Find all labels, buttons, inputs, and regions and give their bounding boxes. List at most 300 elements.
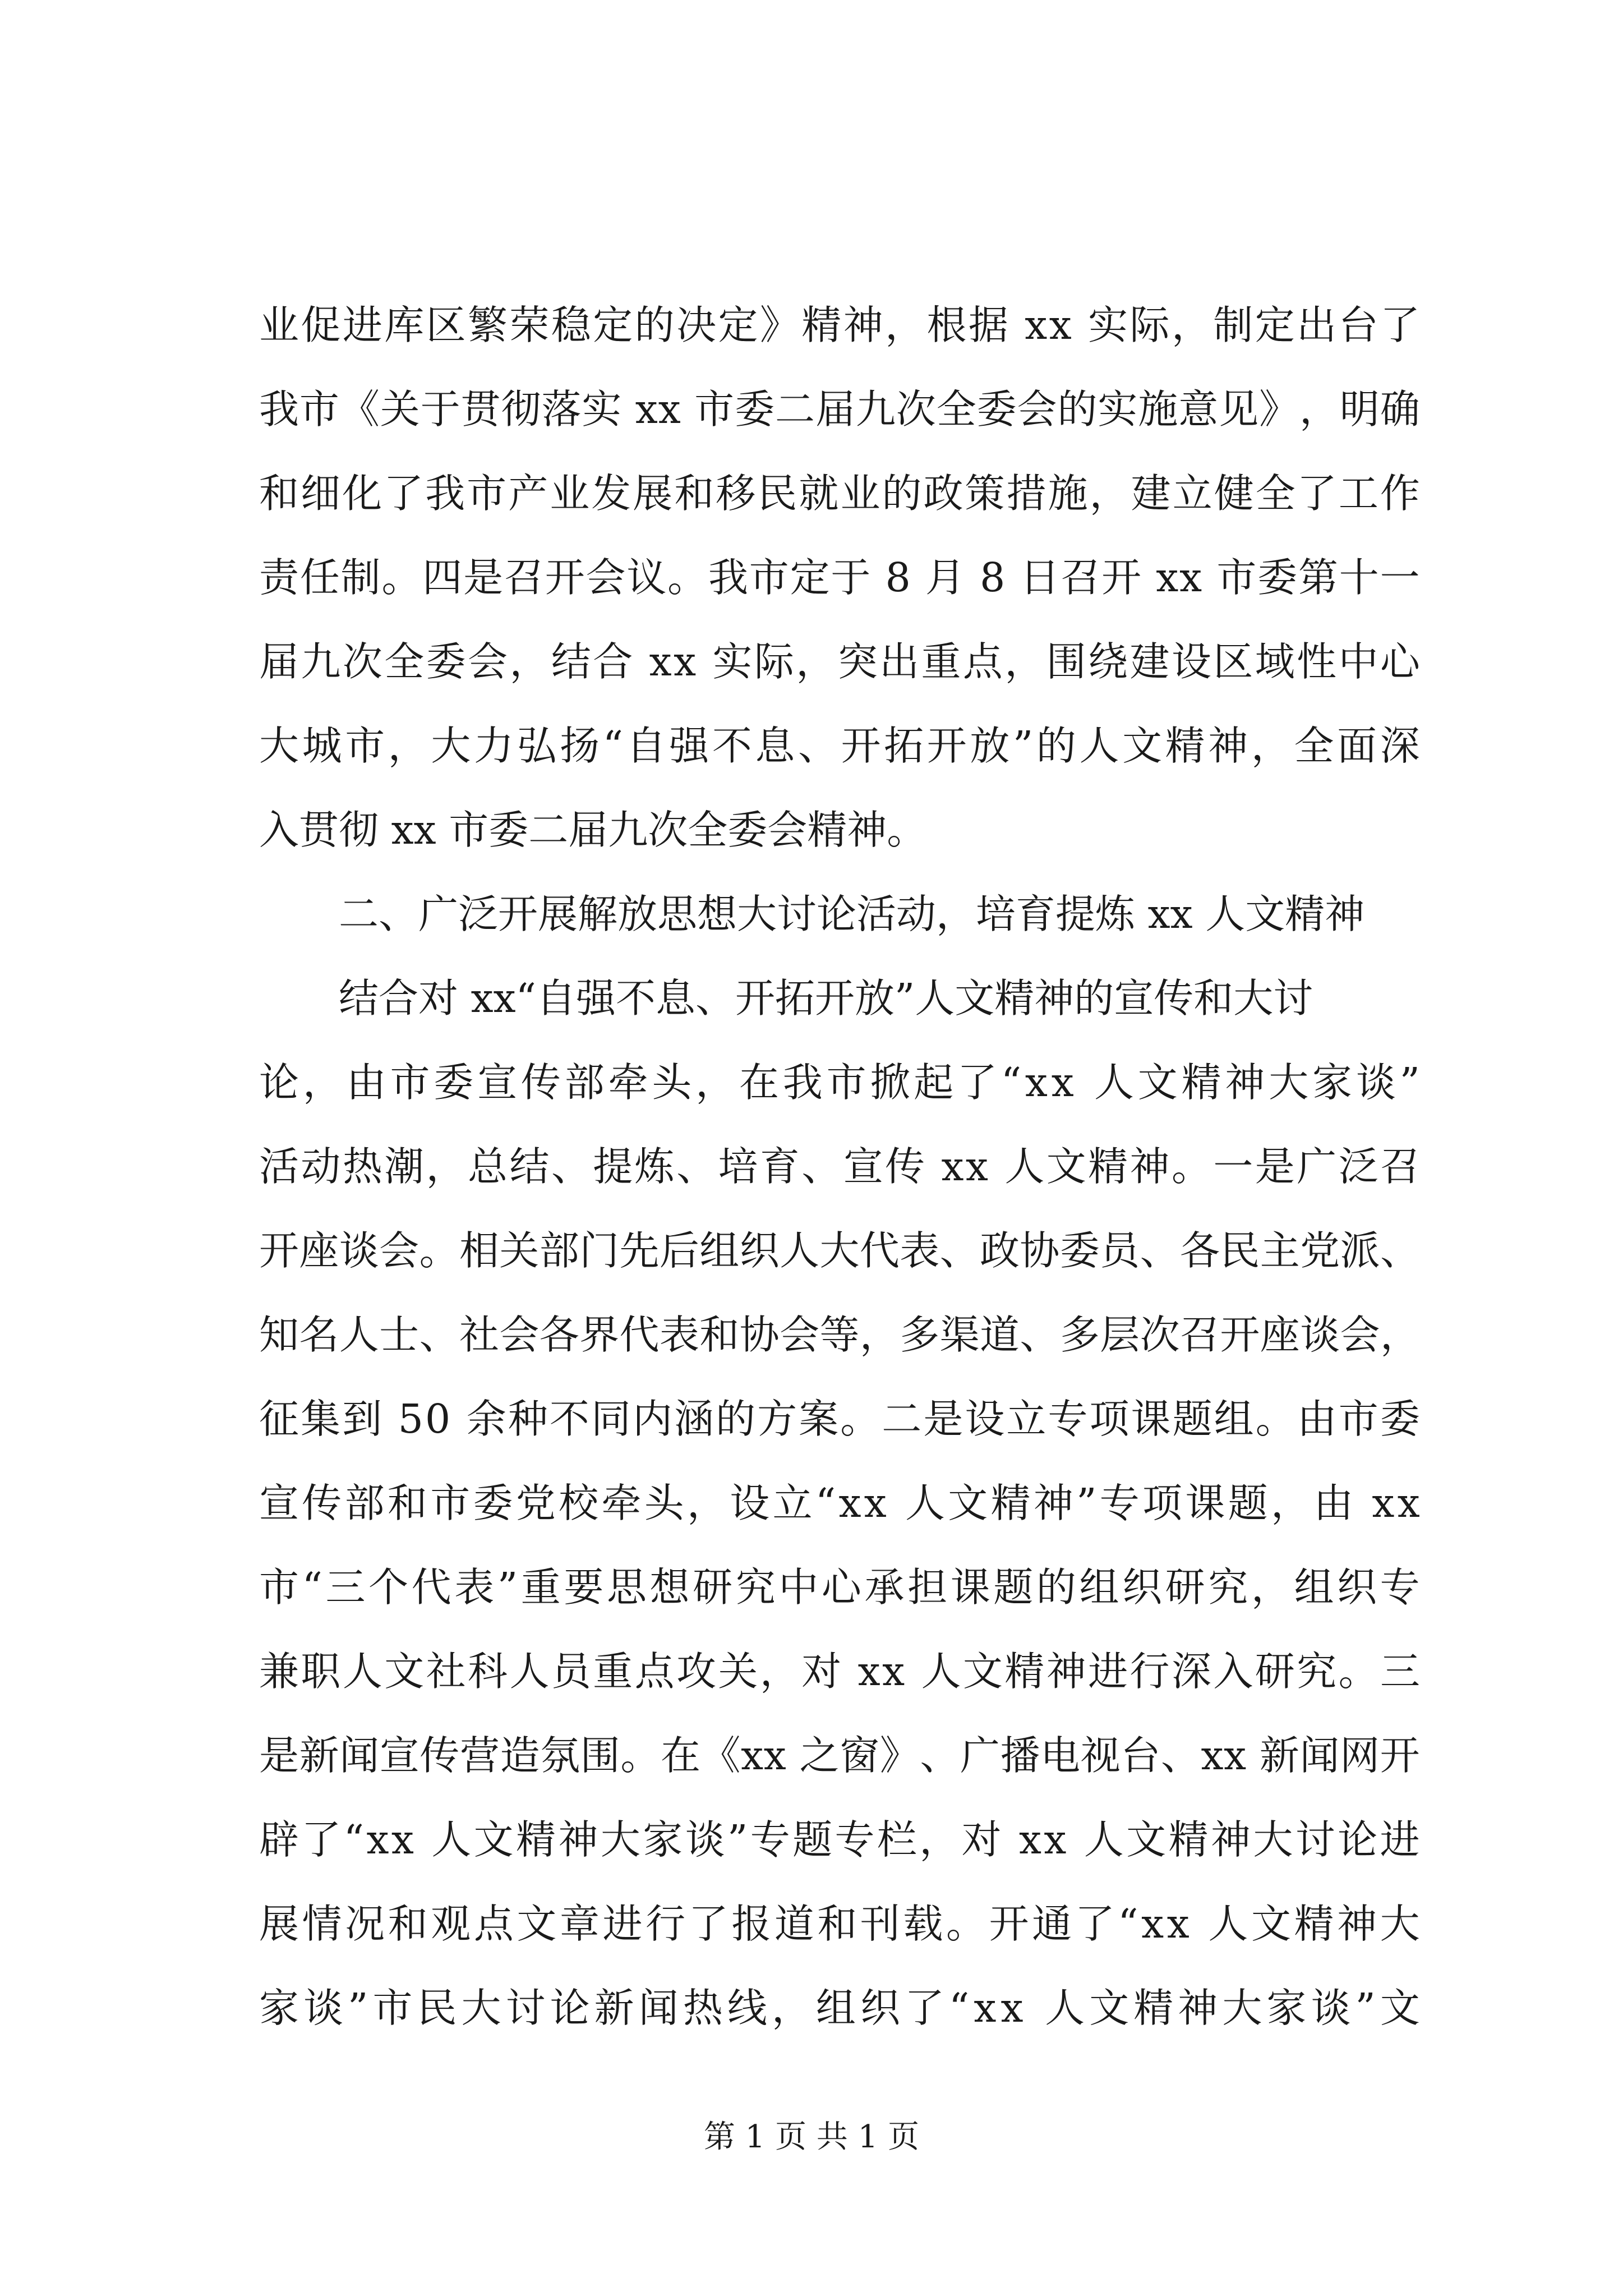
glyph: 8 — [885, 554, 911, 601]
glyph: 会 — [379, 1227, 419, 1274]
glyph: 谈 — [1355, 1059, 1396, 1106]
glyph: 》 — [879, 1732, 920, 1779]
glyph: 我 — [708, 554, 748, 601]
glyph: x — [1025, 302, 1048, 348]
glyph: 协 — [739, 1312, 780, 1358]
glyph: 大 — [259, 723, 299, 769]
glyph: 种 — [508, 1396, 548, 1442]
glyph: 表 — [900, 1227, 940, 1274]
glyph: 课 — [1131, 1396, 1171, 1442]
glyph: 起 — [914, 1059, 954, 1106]
glyph: 专 — [750, 1816, 790, 1863]
glyph: 大 — [1269, 1059, 1309, 1106]
glyph: 开 — [926, 723, 967, 769]
glyph: 见 — [1219, 386, 1259, 432]
glyph: 家 — [1312, 1059, 1353, 1106]
text-line — [259, 1559, 1420, 1616]
glyph: x — [1141, 1901, 1164, 1947]
glyph: 名 — [299, 1312, 339, 1358]
glyph: 人 — [431, 1816, 472, 1863]
glyph: ” — [348, 1985, 368, 2031]
glyph: 栏 — [877, 1816, 917, 1863]
glyph: 专 — [1380, 1564, 1420, 1611]
glyph: ， — [1004, 638, 1045, 685]
glyph: 神 — [1337, 1901, 1377, 1947]
glyph: 家 — [259, 1985, 299, 2031]
glyph — [1073, 297, 1086, 353]
glyph: x — [1372, 1480, 1395, 1526]
glyph: 究 — [735, 1564, 776, 1611]
glyph: 制 — [340, 554, 381, 601]
glyph: 、 — [801, 1143, 842, 1190]
glyph: 政 — [980, 1227, 1020, 1274]
glyph: 由 — [1297, 1396, 1337, 1442]
glyph: ， — [695, 1059, 736, 1106]
glyph: 泛 — [1338, 1143, 1378, 1190]
glyph: x — [1179, 554, 1202, 601]
glyph: 精 — [516, 1816, 556, 1863]
glyph: 入 — [1213, 1648, 1253, 1695]
glyph: 是 — [923, 1396, 963, 1442]
glyph: 传 — [885, 1143, 925, 1190]
glyph: 想 — [649, 1564, 690, 1611]
glyph: 刊 — [860, 1901, 900, 1947]
glyph: 论 — [1338, 1816, 1378, 1863]
glyph: 业 — [840, 470, 880, 517]
glyph: “ — [1000, 1059, 1022, 1106]
glyph: 人 — [905, 1480, 945, 1526]
glyph — [1357, 1475, 1370, 1531]
glyph: x — [1224, 1732, 1247, 1779]
glyph: 三 — [325, 1564, 366, 1611]
glyph: x — [1156, 554, 1179, 601]
glyph: 闻 — [339, 1732, 380, 1779]
glyph: 市 — [749, 554, 789, 601]
glyph: 我 — [782, 1059, 823, 1106]
glyph: x — [1166, 1901, 1189, 1947]
glyph: 会 — [585, 554, 626, 601]
glyph: 传 — [419, 1732, 460, 1779]
glyph: 人 — [921, 1648, 961, 1695]
glyph: 繁 — [468, 302, 508, 348]
glyph: 荣 — [509, 302, 550, 348]
glyph: 发 — [591, 470, 631, 517]
glyph: 攻 — [676, 1648, 717, 1695]
glyph: 项 — [1142, 1480, 1183, 1526]
glyph: 决 — [676, 302, 717, 348]
glyph: 文 — [1380, 1985, 1420, 2031]
glyph: 个 — [368, 1564, 409, 1611]
glyph: 和 — [817, 1901, 857, 1947]
glyph: 协 — [1020, 1227, 1060, 1274]
glyph: 市 — [345, 723, 385, 769]
glyph: 各 — [539, 1312, 579, 1358]
glyph: ， — [919, 1816, 960, 1863]
glyph: 线 — [727, 1985, 767, 2031]
glyph: 方 — [757, 1396, 797, 1442]
glyph: 社 — [459, 1312, 499, 1358]
glyph: 主 — [1260, 1227, 1300, 1274]
glyph: 校 — [559, 1480, 599, 1526]
glyph: 神 — [1129, 1143, 1170, 1190]
glyph: 宣 — [259, 1480, 299, 1526]
glyph: 大 — [819, 1227, 860, 1274]
glyph: 织 — [739, 1227, 780, 1274]
glyph: 性 — [1297, 638, 1337, 685]
glyph: ， — [426, 1143, 466, 1190]
glyph — [966, 550, 979, 606]
glyph: 员 — [1100, 1227, 1140, 1274]
glyph: 织 — [1337, 1564, 1377, 1611]
glyph: 关 — [380, 386, 420, 432]
glyph: ” — [497, 1564, 518, 1611]
glyph: 大 — [1380, 1901, 1420, 1947]
paragraph-first-line: 结合对 xx“自强不息、开拓开放”人文精神的宣传和大讨 — [339, 975, 1313, 1022]
glyph: 宣 — [477, 1059, 518, 1106]
glyph: 定 — [718, 302, 758, 348]
glyph: 。 — [419, 1227, 459, 1274]
glyph: ， — [1380, 1312, 1420, 1358]
glyph: 市 — [390, 1059, 430, 1106]
glyph: ” — [1355, 1985, 1376, 2031]
glyph — [1028, 1980, 1041, 2036]
glyph: 定 — [593, 302, 633, 348]
glyph: 育 — [759, 1143, 800, 1190]
glyph: 开 — [545, 554, 585, 601]
glyph: 人 — [1208, 1901, 1248, 1947]
glyph: x — [882, 1648, 905, 1695]
glyph — [416, 1812, 429, 1868]
glyph: 会 — [1340, 1312, 1380, 1358]
glyph: 党 — [515, 1480, 556, 1526]
glyph: 织 — [860, 1985, 900, 2031]
glyph: 落 — [541, 386, 582, 432]
glyph: x — [965, 1143, 988, 1190]
glyph: 人 — [780, 1227, 820, 1274]
glyph: 的 — [1036, 1564, 1076, 1611]
glyph: 于 — [420, 386, 460, 432]
glyph: x — [864, 1480, 887, 1526]
glyph: 细 — [301, 470, 341, 517]
glyph: 征 — [259, 1396, 299, 1442]
glyph: 各 — [1179, 1227, 1220, 1274]
glyph: 、 — [798, 723, 838, 769]
glyph: 施 — [1138, 386, 1178, 432]
glyph: 开 — [1380, 1732, 1420, 1779]
glyph: 热 — [342, 1143, 382, 1190]
glyph: 》 — [1259, 386, 1299, 432]
glyph: 、 — [1020, 1312, 1060, 1358]
glyph: 建 — [1131, 470, 1171, 517]
glyph: 掀 — [870, 1059, 910, 1106]
glyph: 思 — [606, 1564, 647, 1611]
glyph: 际 — [1129, 302, 1170, 348]
glyph: x — [1018, 1816, 1042, 1863]
glyph: 深 — [1380, 723, 1420, 769]
text-line — [259, 1139, 1420, 1195]
glyph: 新 — [1259, 1732, 1299, 1779]
glyph: 讨 — [505, 1985, 546, 2031]
glyph: 人 — [1045, 1985, 1085, 2031]
glyph: 届 — [815, 386, 855, 432]
glyph: 人 — [509, 1648, 550, 1695]
glyph: 了 — [384, 470, 424, 517]
glyph: 《 — [339, 386, 380, 432]
glyph: 民 — [1220, 1227, 1260, 1274]
glyph: x — [649, 638, 672, 685]
glyph: 施 — [1048, 470, 1088, 517]
glyph: 建 — [1129, 638, 1170, 685]
glyph — [786, 1728, 799, 1784]
glyph: 文 — [473, 1816, 514, 1863]
glyph: 界 — [579, 1312, 620, 1358]
glyph — [698, 634, 711, 690]
glyph: 神 — [1178, 1985, 1218, 2031]
glyph: 进 — [342, 302, 382, 348]
glyph: 作 — [1380, 470, 1420, 517]
glyph: 5 — [398, 1396, 423, 1442]
glyph: 网 — [1340, 1732, 1380, 1779]
glyph: 题 — [1172, 1396, 1212, 1442]
glyph: 神 — [1033, 1480, 1073, 1526]
glyph: 自 — [626, 723, 666, 769]
glyph: 辟 — [259, 1816, 299, 1863]
glyph: 三 — [1380, 1648, 1420, 1695]
glyph: 一 — [1380, 554, 1420, 601]
glyph: 委 — [473, 1480, 513, 1526]
glyph: 出 — [1297, 302, 1337, 348]
glyph: 集 — [301, 1396, 341, 1442]
section-heading: 二、广泛开展解放思想大讨论活动，培育提炼 xx 人文精神 — [339, 891, 1365, 937]
glyph: 文 — [1137, 1059, 1178, 1106]
glyph: 强 — [669, 723, 709, 769]
glyph: 、 — [551, 1143, 591, 1190]
glyph: 。 — [667, 554, 708, 601]
glyph — [681, 381, 694, 438]
glyph: ， — [1270, 1480, 1311, 1526]
glyph: 文 — [962, 1648, 1003, 1695]
glyph: 意 — [1178, 386, 1219, 432]
glyph: 设 — [965, 1396, 1005, 1442]
glyph: 围 — [1046, 638, 1086, 685]
glyph: 委 — [434, 1059, 474, 1106]
glyph: 究 — [1208, 1564, 1248, 1611]
page-number-footer: 第 1 页 共 1 页 — [703, 2119, 920, 2155]
glyph: 和 — [674, 470, 714, 517]
glyph: 的 — [1057, 386, 1098, 432]
glyph: 表 — [659, 1312, 699, 1358]
glyph: 我 — [425, 470, 465, 517]
glyph: 动 — [301, 1143, 341, 1190]
glyph: 域 — [1255, 638, 1295, 685]
glyph: 合 — [593, 638, 633, 685]
glyph: 了 — [957, 1059, 998, 1106]
glyph: 部 — [539, 1227, 579, 1274]
text-line — [259, 1475, 1420, 1531]
glyph: 四 — [422, 554, 463, 601]
glyph: 项 — [1089, 1396, 1129, 1442]
glyph: 总 — [468, 1143, 508, 1190]
glyph: 人 — [339, 1312, 379, 1358]
glyph: 情 — [302, 1901, 342, 1947]
text-line — [259, 1055, 1420, 1111]
glyph: 放 — [970, 723, 1010, 769]
glyph: ， — [302, 1059, 343, 1106]
glyph: 人 — [1094, 1059, 1134, 1106]
glyph: 实 — [1088, 302, 1128, 348]
glyph — [1004, 1812, 1017, 1868]
glyph: 全 — [1294, 723, 1334, 769]
glyph: 部 — [344, 1480, 385, 1526]
glyph: 市 — [1216, 554, 1257, 601]
glyph: 了 — [905, 1985, 945, 2031]
glyph: 次 — [896, 386, 936, 432]
glyph: 市 — [467, 470, 507, 517]
glyph: ， — [796, 638, 836, 685]
glyph: 重 — [593, 1648, 633, 1695]
glyph: 层 — [1100, 1312, 1140, 1358]
glyph: 开 — [259, 1227, 299, 1274]
glyph: 开 — [1101, 554, 1142, 601]
glyph — [872, 550, 884, 606]
glyph: 造 — [500, 1732, 540, 1779]
glyph: x — [674, 638, 697, 685]
glyph: 我 — [259, 386, 299, 432]
glyph: x — [1397, 1480, 1420, 1526]
glyph: 对 — [801, 1648, 842, 1695]
glyph — [1078, 1055, 1091, 1111]
glyph: 神 — [1210, 1816, 1251, 1863]
glyph: 先 — [619, 1227, 660, 1274]
glyph: 党 — [1300, 1227, 1340, 1274]
glyph: 座 — [299, 1227, 339, 1274]
glyph: 委 — [1257, 554, 1298, 601]
glyph: 促 — [301, 302, 341, 348]
glyph: 点 — [473, 1901, 514, 1947]
glyph: 神 — [558, 1816, 598, 1863]
glyph: 根 — [926, 302, 967, 348]
glyph: 专 — [1048, 1396, 1088, 1442]
glyph: 组 — [815, 1985, 856, 2031]
glyph: 员 — [551, 1648, 591, 1695]
glyph: “ — [1118, 1901, 1138, 1947]
glyph: 提 — [593, 1143, 633, 1190]
glyph: ” — [1012, 723, 1034, 769]
glyph: ， — [1251, 1564, 1291, 1611]
glyph: 了 — [1075, 1901, 1115, 1947]
glyph — [635, 634, 648, 690]
glyph: 牵 — [601, 1480, 642, 1526]
glyph: 民 — [757, 470, 797, 517]
glyph: 了 — [1297, 470, 1337, 517]
glyph: 。 — [1255, 1396, 1295, 1442]
glyph: 。 — [946, 1901, 986, 1947]
glyph: x — [1051, 1059, 1074, 1106]
glyph: 、 — [676, 1143, 717, 1190]
glyph: 大 — [431, 723, 471, 769]
glyph: 培 — [718, 1143, 758, 1190]
glyph: 神 — [1046, 1648, 1086, 1695]
glyph: x — [941, 1143, 964, 1190]
glyph: 兼 — [259, 1648, 299, 1695]
glyph: 视 — [1080, 1732, 1121, 1779]
glyph: 确 — [1380, 386, 1420, 432]
glyph: 新 — [299, 1732, 339, 1779]
glyph: 委 — [1059, 1227, 1100, 1274]
glyph: 定 — [1255, 302, 1295, 348]
glyph: ” — [1076, 1480, 1097, 1526]
glyph: 多 — [1059, 1312, 1100, 1358]
glyph: 广 — [960, 1732, 1000, 1779]
glyph: 点 — [962, 638, 1003, 685]
glyph: 观 — [431, 1901, 471, 1947]
glyph: 组 — [1294, 1564, 1334, 1611]
glyph: 8 — [980, 554, 1006, 601]
glyph: 门 — [579, 1227, 620, 1274]
glyph: 报 — [731, 1901, 772, 1947]
glyph: 责 — [259, 554, 299, 601]
glyph: 深 — [1171, 1648, 1211, 1695]
glyph: x — [1025, 1059, 1048, 1106]
glyph: 精 — [1088, 1143, 1128, 1190]
glyph: 电 — [1040, 1732, 1081, 1779]
glyph: 展 — [259, 1901, 299, 1947]
glyph: 载 — [903, 1901, 943, 1947]
glyph: x — [857, 1648, 880, 1695]
glyph: 设 — [1171, 638, 1211, 685]
glyph: 进 — [1088, 1648, 1128, 1695]
glyph: 课 — [1185, 1480, 1225, 1526]
glyph: 广 — [1297, 1143, 1337, 1190]
glyph: “ — [949, 1985, 970, 2031]
glyph: ， — [1171, 302, 1211, 348]
glyph: 窗 — [840, 1732, 880, 1779]
glyph: 了 — [688, 1901, 728, 1947]
glyph: 组 — [1214, 1396, 1254, 1442]
glyph: 扬 — [560, 723, 600, 769]
glyph — [1203, 550, 1216, 606]
glyph: 人 — [342, 1648, 382, 1695]
glyph: 担 — [907, 1564, 948, 1611]
glyph: 实 — [582, 386, 622, 432]
glyph: 市 — [1338, 1396, 1378, 1442]
glyph: 的 — [1036, 723, 1076, 769]
glyph: 组 — [1079, 1564, 1119, 1611]
glyph: x — [391, 1816, 414, 1863]
glyph: 讨 — [1295, 1816, 1335, 1863]
glyph: 实 — [712, 638, 753, 685]
glyph: 在 — [660, 1732, 700, 1779]
glyph: 文 — [1122, 723, 1163, 769]
glyph: 精 — [801, 302, 842, 348]
glyph: 的 — [716, 1396, 756, 1442]
glyph: 新 — [594, 1985, 634, 2031]
glyph: 、 — [1160, 1732, 1201, 1779]
text-line — [259, 1980, 1420, 2036]
glyph: 研 — [1255, 1648, 1295, 1695]
body-text — [259, 297, 1420, 2120]
glyph: 研 — [1165, 1564, 1205, 1611]
glyph — [843, 1644, 856, 1700]
glyph: 通 — [1032, 1901, 1072, 1947]
glyph: 是 — [1255, 1143, 1295, 1190]
glyph: 和 — [388, 1901, 428, 1947]
glyph: x — [838, 1480, 861, 1526]
glyph: 代 — [411, 1564, 451, 1611]
glyph: 业 — [259, 302, 299, 348]
glyph — [907, 1644, 920, 1700]
glyph: x — [366, 1816, 389, 1863]
